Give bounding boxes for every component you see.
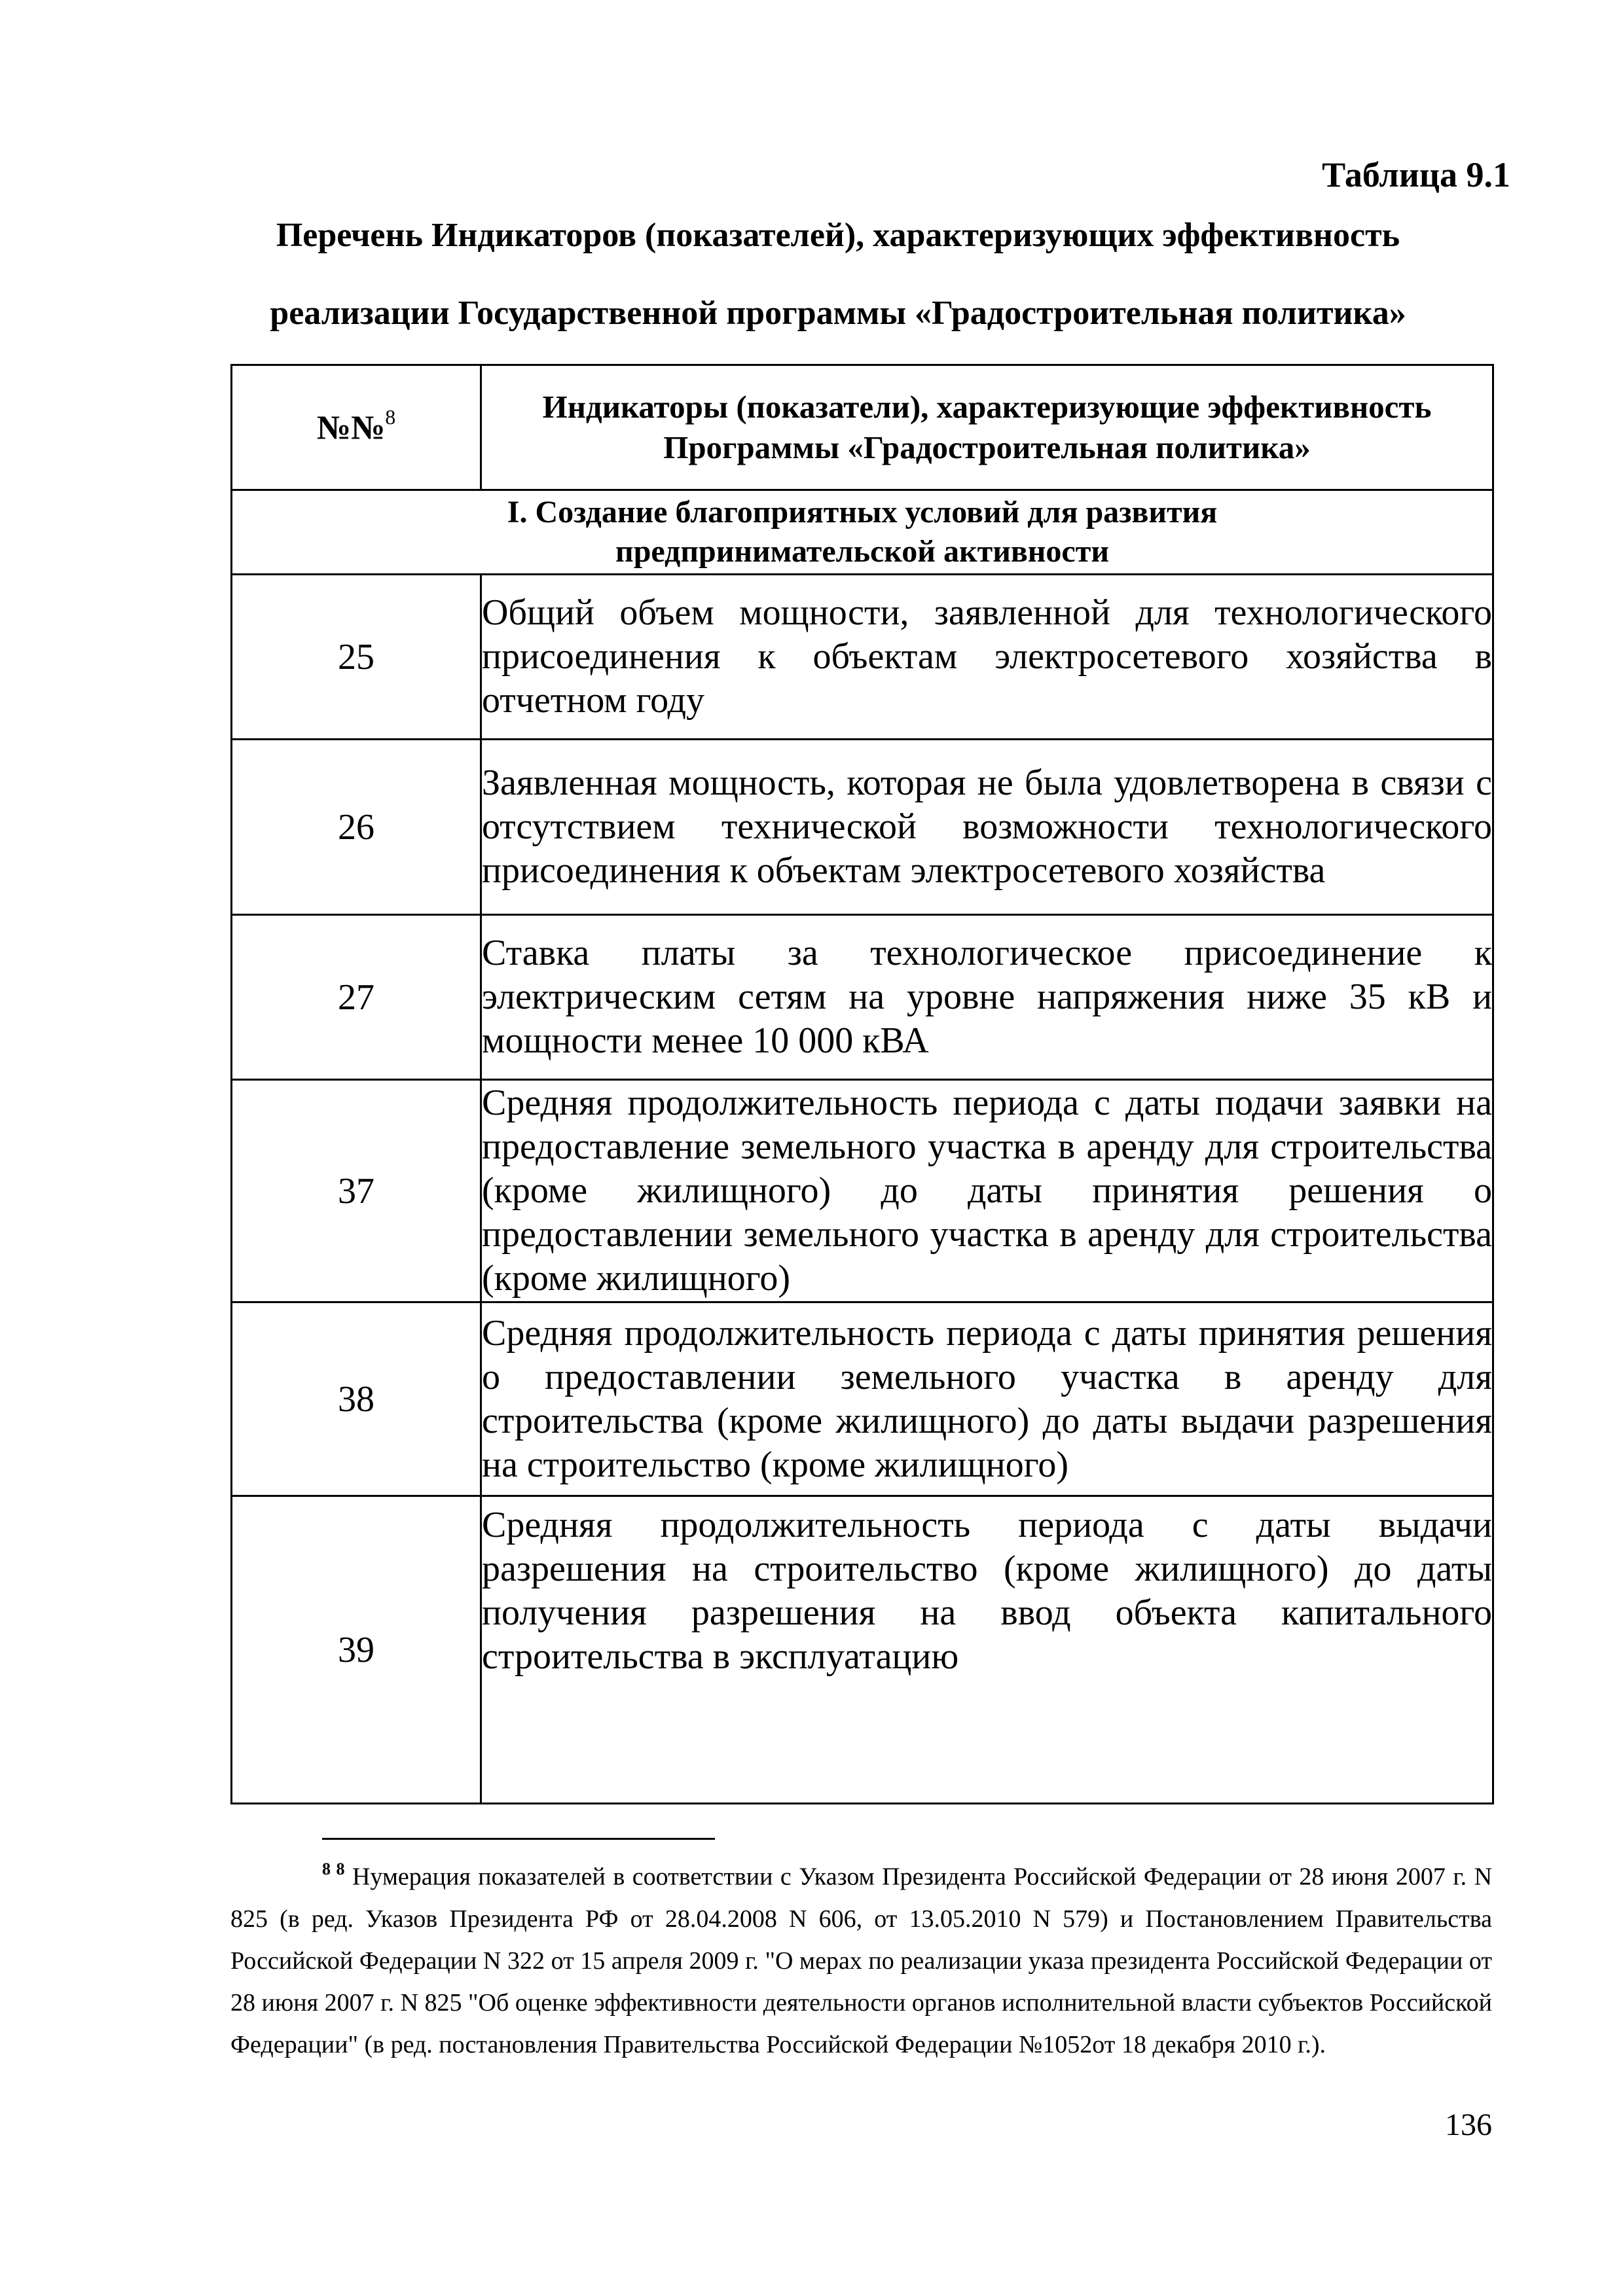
header-indicators-line1: Индикаторы (показатели), характеризующие эффективность — [542, 389, 1432, 425]
header-number-label: №№ — [316, 409, 386, 447]
row-number: 26 — [232, 740, 481, 915]
footnote-text: Нумерация показателей в соответствии с Указом Президента Российской Федерации от 28 июня 2007 г. N 825 (в ред. Указов Президента РФ от 28.04.2008 N 606, от 13.05.2010 N 579) и Постановлением Правительства Российской Федерации N 322 от 15 апреля 2009 г. "О мерах по реализации указа президента Российской Федерации от 28 июня 2007 г. N 825 "Об оценке эффективности деятельности органов исполнительной власти субъектов Российской Федерации" (в ред. постановления Правительства Российской Федерации №1052от 18 декабря 2010 г.). — [230, 1863, 1493, 2058]
header-number-cell — [232, 365, 481, 490]
table-row — [232, 1302, 1493, 1496]
row-description: Средняя продолжительность периода с даты выдачи разрешения на строительство (кроме жилищного) до даты получения разрешения на ввод объекта капитального строительства в эксплуатацию — [481, 1496, 1493, 1804]
table-row — [232, 1080, 1493, 1302]
page-number: 136 — [1445, 2108, 1492, 2142]
table-title-line2: реализации Государственной программы «Градостроительная политика» — [270, 295, 1406, 332]
section-heading-cell — [232, 490, 1493, 575]
row-description: Ставка платы за технологическое присоединение к электрическим сетям на уровне напряжения ниже 35 кВ и мощности менее 10 000 кВА — [481, 915, 1493, 1080]
table-row — [232, 1496, 1493, 1804]
row-description: Заявленная мощность, которая не была удовлетворена в связи с отсутствием технической возможности технологического присоединения к объектам электросетевого хозяйства — [481, 740, 1493, 915]
row-number: 39 — [232, 1496, 481, 1804]
section-heading-line1: I. Создание благоприятных условий для развития — [507, 495, 1218, 529]
table-row — [232, 575, 1493, 740]
row-number: 37 — [232, 1080, 481, 1302]
footnote — [230, 1850, 1492, 2066]
table-header-row — [232, 365, 1493, 490]
row-number: 25 — [232, 575, 481, 740]
section-heading-line2: предпринимательской активности — [615, 534, 1109, 569]
table-label: Таблица 9.1 — [1322, 155, 1510, 194]
table-title-line1: Перечень Индикаторов (показателей), характеризующих эффективность — [276, 217, 1400, 254]
table-row — [232, 915, 1493, 1080]
footnote-marker: 8 8 — [322, 1859, 345, 1878]
row-number: 27 — [232, 915, 481, 1080]
header-indicators-line2: Программы «Градостроительная политика» — [663, 429, 1311, 465]
footnote-reference[interactable]: 8 — [385, 404, 396, 429]
table-row — [232, 740, 1493, 915]
footnote-separator — [322, 1838, 715, 1840]
row-description: Средняя продолжительность периода с даты принятия решения о предоставлении земельного участка в аренду для строительства (кроме жилищного) до даты выдачи разрешения на строительство (кроме жилищного) — [481, 1302, 1493, 1496]
section-row — [232, 490, 1493, 575]
header-indicators-cell — [481, 365, 1493, 490]
row-description: Общий объем мощности, заявленной для технологического присоединения к объектам электросетевого хозяйства в отчетном году — [481, 575, 1493, 740]
indicators-table — [230, 364, 1494, 1804]
row-number: 38 — [232, 1302, 481, 1496]
row-description: Средняя продолжительность периода с даты подачи заявки на предоставление земельного участка в аренду для строительства (кроме жилищного) до даты принятия решения о предоставлении земельного участка в аренду для строительства (кроме жилищного) — [481, 1080, 1493, 1302]
